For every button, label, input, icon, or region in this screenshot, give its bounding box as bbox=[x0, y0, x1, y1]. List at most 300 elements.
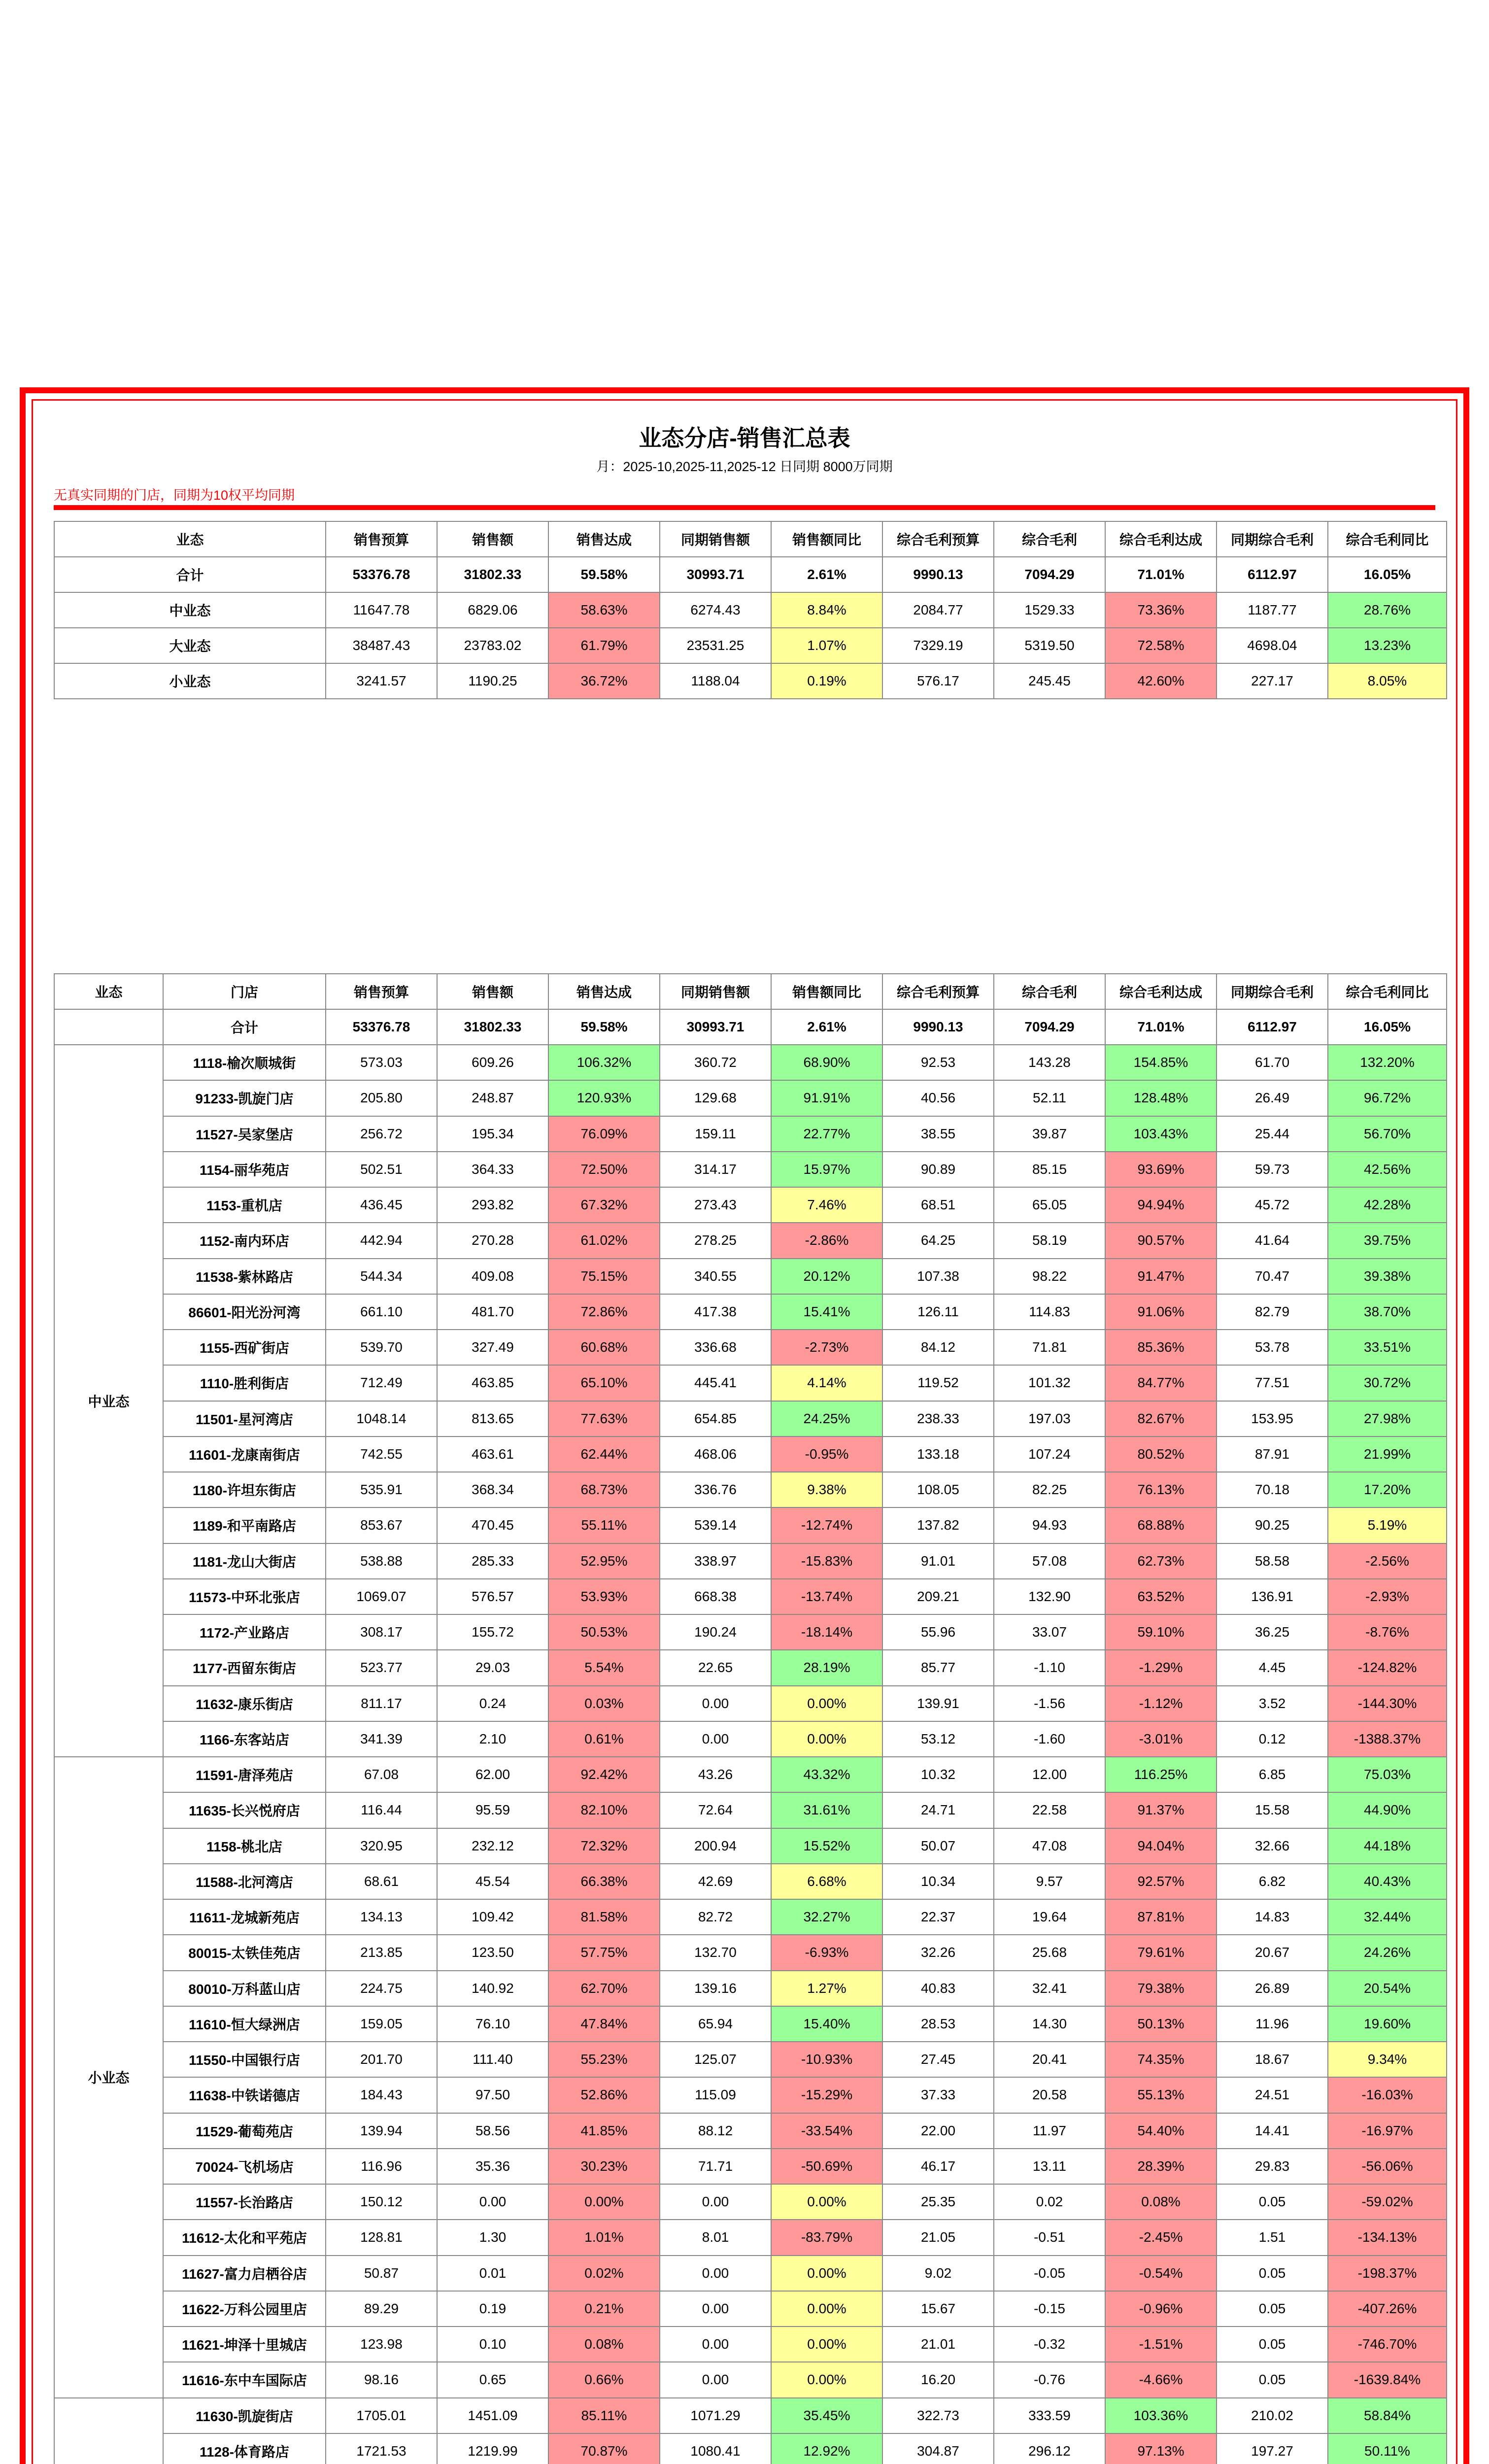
summary-value-cell: 2084.77 bbox=[882, 592, 994, 628]
store-value-cell: 44.90% bbox=[1328, 1792, 1447, 1828]
detail-total-cell: 53376.78 bbox=[326, 1009, 437, 1045]
store-value-cell: 0.05 bbox=[1217, 2291, 1328, 2327]
store-value-cell: 50.87 bbox=[326, 2256, 437, 2291]
store-value-cell: 84.12 bbox=[882, 1330, 994, 1365]
store-value-cell: -1639.84% bbox=[1328, 2362, 1447, 2397]
store-value-cell: 0.00 bbox=[660, 2184, 771, 2220]
store-value-cell: 481.70 bbox=[437, 1294, 548, 1330]
store-value-cell: 20.67 bbox=[1217, 1935, 1328, 1970]
format-group-label bbox=[54, 2398, 163, 2464]
store-value-cell: 4.45 bbox=[1217, 1650, 1328, 1685]
store-value-cell: 270.28 bbox=[437, 1223, 548, 1258]
store-value-cell: 62.00 bbox=[437, 1757, 548, 1792]
detail-header-cell: 销售额同比 bbox=[771, 974, 882, 1009]
store-value-cell: -1.10 bbox=[994, 1650, 1105, 1685]
store-value-cell: 91.01 bbox=[882, 1543, 994, 1579]
store-value-cell: 65.94 bbox=[660, 2006, 771, 2042]
store-value-cell: 22.77% bbox=[771, 1116, 882, 1152]
summary-value-cell: 1529.33 bbox=[994, 592, 1105, 628]
store-value-cell: 71.71 bbox=[660, 2149, 771, 2184]
store-name: 11635-长兴悦府店 bbox=[163, 1792, 326, 1828]
summary-value-cell: 7329.19 bbox=[882, 628, 994, 663]
detail-total-blank bbox=[54, 1009, 163, 1045]
store-name: 11627-富力启栖谷店 bbox=[163, 2256, 326, 2291]
store-value-cell: 40.83 bbox=[882, 1971, 994, 2006]
store-value-cell: 50.07 bbox=[882, 1828, 994, 1864]
store-row bbox=[54, 1899, 1447, 1935]
summary-value-cell: 6829.06 bbox=[437, 592, 548, 628]
summary-value-cell: 1.07% bbox=[771, 628, 882, 663]
store-row bbox=[54, 1757, 1447, 1792]
store-name: 11557-长治路店 bbox=[163, 2184, 326, 2220]
store-value-cell: 159.11 bbox=[660, 1116, 771, 1152]
store-value-cell: -1.12% bbox=[1105, 1686, 1217, 1721]
store-value-cell: 107.24 bbox=[994, 1437, 1105, 1472]
store-value-cell: 61.70 bbox=[1217, 1045, 1328, 1080]
store-value-cell: 62.44% bbox=[548, 1437, 660, 1472]
store-value-cell: 123.98 bbox=[326, 2327, 437, 2362]
store-row bbox=[54, 1543, 1447, 1579]
store-value-cell: -8.76% bbox=[1328, 1614, 1447, 1650]
store-value-cell: 57.08 bbox=[994, 1543, 1105, 1579]
store-value-cell: -33.54% bbox=[771, 2113, 882, 2149]
summary-value-cell: 23783.02 bbox=[437, 628, 548, 663]
store-value-cell: 30.23% bbox=[548, 2149, 660, 2184]
store-value-cell: 114.83 bbox=[994, 1294, 1105, 1330]
store-value-cell: 338.97 bbox=[660, 1543, 771, 1579]
store-value-cell: 32.66 bbox=[1217, 1828, 1328, 1864]
detail-header-cell: 销售预算 bbox=[326, 974, 437, 1009]
store-value-cell: 14.83 bbox=[1217, 1899, 1328, 1935]
store-value-cell: 12.92% bbox=[771, 2433, 882, 2464]
store-value-cell: 285.33 bbox=[437, 1543, 548, 1579]
store-value-cell: 116.96 bbox=[326, 2149, 437, 2184]
store-value-cell: 67.08 bbox=[326, 1757, 437, 1792]
store-value-cell: -0.05 bbox=[994, 2256, 1105, 2291]
store-value-cell: 1071.29 bbox=[660, 2398, 771, 2433]
store-value-cell: 85.36% bbox=[1105, 1330, 1217, 1365]
store-value-cell: 0.00% bbox=[771, 2291, 882, 2327]
store-name: 11630-凯旋街店 bbox=[163, 2398, 326, 2433]
store-row bbox=[54, 1507, 1447, 1543]
store-value-cell: 654.85 bbox=[660, 1401, 771, 1437]
store-value-cell: 6.85 bbox=[1217, 1757, 1328, 1792]
store-value-cell: 137.82 bbox=[882, 1507, 994, 1543]
store-value-cell: -0.51 bbox=[994, 2220, 1105, 2255]
store-value-cell: 96.72% bbox=[1328, 1080, 1447, 1116]
store-value-cell: 0.21% bbox=[548, 2291, 660, 2327]
store-value-cell: 22.00 bbox=[882, 2113, 994, 2149]
store-value-cell: 70.18 bbox=[1217, 1472, 1328, 1507]
store-value-cell: 9.02 bbox=[882, 2256, 994, 2291]
store-value-cell: 115.09 bbox=[660, 2077, 771, 2113]
store-name: 11632-康乐街店 bbox=[163, 1686, 326, 1721]
store-value-cell: -0.54% bbox=[1105, 2256, 1217, 2291]
store-value-cell: 153.95 bbox=[1217, 1401, 1328, 1437]
store-value-cell: 68.61 bbox=[326, 1864, 437, 1899]
store-value-cell: 74.35% bbox=[1105, 2042, 1217, 2077]
store-name: 1155-西矿街店 bbox=[163, 1330, 326, 1365]
store-value-cell: 39.75% bbox=[1328, 1223, 1447, 1258]
summary-header-cell: 同期综合毛利 bbox=[1217, 521, 1328, 557]
summary-value-cell: 58.63% bbox=[548, 592, 660, 628]
store-value-cell: 36.25 bbox=[1217, 1614, 1328, 1650]
store-value-cell: 88.12 bbox=[660, 2113, 771, 2149]
store-name: 11601-龙康南街店 bbox=[163, 1437, 326, 1472]
store-row bbox=[54, 1971, 1447, 2006]
store-value-cell: 136.91 bbox=[1217, 1579, 1328, 1614]
store-name: 11588-北河湾店 bbox=[163, 1864, 326, 1899]
store-name: 1110-胜利街店 bbox=[163, 1365, 326, 1401]
store-value-cell: 57.75% bbox=[548, 1935, 660, 1970]
store-name: 80015-太铁佳苑店 bbox=[163, 1935, 326, 1970]
store-value-cell: 0.10 bbox=[437, 2327, 548, 2362]
store-value-cell: -16.97% bbox=[1328, 2113, 1447, 2149]
store-value-cell: 30.72% bbox=[1328, 1365, 1447, 1401]
store-value-cell: 46.17 bbox=[882, 2149, 994, 2184]
detail-total-cell: 6112.97 bbox=[1217, 1009, 1328, 1045]
summary-value-cell: 11647.78 bbox=[326, 592, 437, 628]
store-value-cell: 28.39% bbox=[1105, 2149, 1217, 2184]
store-value-cell: 79.38% bbox=[1105, 1971, 1217, 2006]
store-name: 91233-凯旋门店 bbox=[163, 1080, 326, 1116]
summary-value-cell: 8.05% bbox=[1328, 663, 1447, 699]
store-value-cell: 82.25 bbox=[994, 1472, 1105, 1507]
store-value-cell: 58.84% bbox=[1328, 2398, 1447, 2433]
store-value-cell: -56.06% bbox=[1328, 2149, 1447, 2184]
store-name: 1172-产业路店 bbox=[163, 1614, 326, 1650]
report-title: 业态分店-销售汇总表 bbox=[639, 425, 850, 451]
store-name: 11638-中铁诺德店 bbox=[163, 2077, 326, 2113]
store-value-cell: 9.57 bbox=[994, 1864, 1105, 1899]
store-row bbox=[54, 1472, 1447, 1507]
store-value-cell: 15.58 bbox=[1217, 1792, 1328, 1828]
summary-header-cell: 销售额同比 bbox=[771, 521, 882, 557]
store-value-cell: 50.53% bbox=[548, 1614, 660, 1650]
store-value-cell: 0.00% bbox=[771, 2256, 882, 2291]
summary-value-cell: 42.60% bbox=[1105, 663, 1217, 699]
store-value-cell: 813.65 bbox=[437, 1401, 548, 1437]
store-value-cell: 65.05 bbox=[994, 1187, 1105, 1223]
store-value-cell: 364.33 bbox=[437, 1152, 548, 1187]
store-value-cell: 60.68% bbox=[548, 1330, 660, 1365]
detail-total-cell: 2.61% bbox=[771, 1009, 882, 1045]
store-value-cell: 368.34 bbox=[437, 1472, 548, 1507]
store-value-cell: 65.10% bbox=[548, 1365, 660, 1401]
store-value-cell: 128.48% bbox=[1105, 1080, 1217, 1116]
store-row bbox=[54, 1579, 1447, 1614]
store-value-cell: 91.37% bbox=[1105, 1792, 1217, 1828]
store-value-cell: 108.05 bbox=[882, 1472, 994, 1507]
store-value-cell: 92.57% bbox=[1105, 1864, 1217, 1899]
store-value-cell: 72.86% bbox=[548, 1294, 660, 1330]
store-name: 11591-唐泽苑店 bbox=[163, 1757, 326, 1792]
summary-header-cell: 销售额 bbox=[437, 521, 548, 557]
store-value-cell: 544.34 bbox=[326, 1259, 437, 1294]
detail-header-cell: 业态 bbox=[54, 974, 163, 1009]
store-value-cell: 75.03% bbox=[1328, 1757, 1447, 1792]
store-value-cell: 523.77 bbox=[326, 1650, 437, 1685]
store-name: 11616-东中车国际店 bbox=[163, 2362, 326, 2397]
summary-header-row bbox=[54, 521, 1447, 557]
store-value-cell: 14.30 bbox=[994, 2006, 1105, 2042]
store-value-cell: 712.49 bbox=[326, 1365, 437, 1401]
store-value-cell: -1.51% bbox=[1105, 2327, 1217, 2362]
store-value-cell: 1.27% bbox=[771, 1971, 882, 2006]
store-name: 11501-星河湾店 bbox=[163, 1401, 326, 1437]
store-row bbox=[54, 1080, 1447, 1116]
store-value-cell: 29.83 bbox=[1217, 2149, 1328, 2184]
store-value-cell: 5.54% bbox=[548, 1650, 660, 1685]
store-value-cell: 0.08% bbox=[1105, 2184, 1217, 2220]
store-value-cell: 39.38% bbox=[1328, 1259, 1447, 1294]
store-value-cell: 16.20 bbox=[882, 2362, 994, 2397]
store-value-cell: 39.87 bbox=[994, 1116, 1105, 1152]
summary-value-cell: 245.45 bbox=[994, 663, 1105, 699]
store-value-cell: 68.51 bbox=[882, 1187, 994, 1223]
store-value-cell: 14.41 bbox=[1217, 2113, 1328, 2149]
summary-header-cell: 综合毛利达成 bbox=[1105, 521, 1217, 557]
store-row bbox=[54, 2362, 1447, 2397]
store-value-cell: 126.11 bbox=[882, 1294, 994, 1330]
detail-total-cell: 31802.33 bbox=[437, 1009, 548, 1045]
store-value-cell: 304.87 bbox=[882, 2433, 994, 2464]
store-value-cell: 52.95% bbox=[548, 1543, 660, 1579]
store-value-cell: 0.00 bbox=[660, 2256, 771, 2291]
store-row bbox=[54, 2042, 1447, 2077]
store-value-cell: 0.00 bbox=[660, 1686, 771, 1721]
detail-total-cell: 合计 bbox=[163, 1009, 326, 1045]
store-value-cell: -12.74% bbox=[771, 1507, 882, 1543]
store-value-cell: 0.00% bbox=[771, 2184, 882, 2220]
store-value-cell: 90.57% bbox=[1105, 1223, 1217, 1258]
store-row bbox=[54, 2149, 1447, 2184]
store-value-cell: 55.11% bbox=[548, 1507, 660, 1543]
store-value-cell: 463.85 bbox=[437, 1365, 548, 1401]
store-value-cell: 129.68 bbox=[660, 1080, 771, 1116]
store-value-cell: 22.65 bbox=[660, 1650, 771, 1685]
store-value-cell: 6.68% bbox=[771, 1864, 882, 1899]
summary-value-cell: 0.19% bbox=[771, 663, 882, 699]
store-value-cell: 0.00% bbox=[548, 2184, 660, 2220]
store-name: 11612-太化和平苑店 bbox=[163, 2220, 326, 2255]
detail-total-cell: 59.58% bbox=[548, 1009, 660, 1045]
store-value-cell: 106.32% bbox=[548, 1045, 660, 1080]
store-value-cell: 1069.07 bbox=[326, 1579, 437, 1614]
store-value-cell: 50.13% bbox=[1105, 2006, 1217, 2042]
format-name: 小业态 bbox=[54, 663, 326, 699]
summary-value-cell: 23531.25 bbox=[660, 628, 771, 663]
store-row bbox=[54, 1686, 1447, 1721]
store-name: 1118-榆次顺城街 bbox=[163, 1045, 326, 1080]
store-value-cell: 19.64 bbox=[994, 1899, 1105, 1935]
store-value-cell: 853.67 bbox=[326, 1507, 437, 1543]
store-value-cell: 308.17 bbox=[326, 1614, 437, 1650]
store-value-cell: 20.58 bbox=[994, 2077, 1105, 2113]
store-value-cell: -16.03% bbox=[1328, 2077, 1447, 2113]
store-value-cell: 77.51 bbox=[1217, 1365, 1328, 1401]
summary-header-cell: 业态 bbox=[54, 521, 326, 557]
summary-header-cell: 综合毛利同比 bbox=[1328, 521, 1447, 557]
store-value-cell: 58.58 bbox=[1217, 1543, 1328, 1579]
store-value-cell: 64.25 bbox=[882, 1223, 994, 1258]
store-value-cell: 25.35 bbox=[882, 2184, 994, 2220]
detail-header-cell: 综合毛利预算 bbox=[882, 974, 994, 1009]
store-value-cell: 0.00% bbox=[771, 1721, 882, 1757]
store-row bbox=[54, 2256, 1447, 2291]
store-value-cell: 0.66% bbox=[548, 2362, 660, 2397]
store-value-cell: 24.51 bbox=[1217, 2077, 1328, 2113]
store-value-cell: -1388.37% bbox=[1328, 1721, 1447, 1757]
store-value-cell: 195.34 bbox=[437, 1116, 548, 1152]
store-value-cell: -2.86% bbox=[771, 1223, 882, 1258]
store-value-cell: 41.64 bbox=[1217, 1223, 1328, 1258]
store-value-cell: 470.45 bbox=[437, 1507, 548, 1543]
store-value-cell: 59.73 bbox=[1217, 1152, 1328, 1187]
store-value-cell: 98.16 bbox=[326, 2362, 437, 2397]
store-value-cell: 70.47 bbox=[1217, 1259, 1328, 1294]
summary-value-cell: 13.23% bbox=[1328, 628, 1447, 663]
store-row bbox=[54, 1935, 1447, 1970]
store-value-cell: 133.18 bbox=[882, 1437, 994, 1472]
summary-value-cell: 6274.43 bbox=[660, 592, 771, 628]
store-value-cell: 53.12 bbox=[882, 1721, 994, 1757]
store-value-cell: -3.01% bbox=[1105, 1721, 1217, 1757]
store-value-cell: 1705.01 bbox=[326, 2398, 437, 2433]
summary-total-cell: 2.61% bbox=[771, 557, 882, 592]
detail-header-cell: 销售额 bbox=[437, 974, 548, 1009]
store-value-cell: 87.91 bbox=[1217, 1437, 1328, 1472]
store-value-cell: 8.01 bbox=[660, 2220, 771, 2255]
store-value-cell: 17.20% bbox=[1328, 1472, 1447, 1507]
store-value-cell: 1048.14 bbox=[326, 1401, 437, 1437]
store-value-cell: 45.54 bbox=[437, 1864, 548, 1899]
store-value-cell: 442.94 bbox=[326, 1223, 437, 1258]
summary-value-cell: 61.79% bbox=[548, 628, 660, 663]
store-row bbox=[54, 2113, 1447, 2149]
summary-value-cell: 4698.04 bbox=[1217, 628, 1328, 663]
store-row bbox=[54, 1116, 1447, 1152]
store-value-cell: 25.44 bbox=[1217, 1116, 1328, 1152]
store-name: 11527-吴家堡店 bbox=[163, 1116, 326, 1152]
store-value-cell: -746.70% bbox=[1328, 2327, 1447, 2362]
store-value-cell: 409.08 bbox=[437, 1259, 548, 1294]
store-value-cell: 35.36 bbox=[437, 2149, 548, 2184]
summary-total-cell: 16.05% bbox=[1328, 557, 1447, 592]
store-name: 1166-东客站店 bbox=[163, 1721, 326, 1757]
store-value-cell: 38.70% bbox=[1328, 1294, 1447, 1330]
store-value-cell: 0.01 bbox=[437, 2256, 548, 2291]
store-value-cell: 468.06 bbox=[660, 1437, 771, 1472]
store-value-cell: 184.43 bbox=[326, 2077, 437, 2113]
store-value-cell: -2.56% bbox=[1328, 1543, 1447, 1579]
store-value-cell: 44.18% bbox=[1328, 1828, 1447, 1864]
store-value-cell: 28.19% bbox=[771, 1650, 882, 1685]
detail-header-cell: 门店 bbox=[163, 974, 326, 1009]
store-value-cell: 132.20% bbox=[1328, 1045, 1447, 1080]
store-value-cell: 85.11% bbox=[548, 2398, 660, 2433]
summary-header-cell: 综合毛利预算 bbox=[882, 521, 994, 557]
summary-value-cell: 227.17 bbox=[1217, 663, 1328, 699]
report-subtitle: 月：2025-10,2025-11,2025-12 日同期 8000万同期 bbox=[596, 459, 893, 474]
store-value-cell: 539.70 bbox=[326, 1330, 437, 1365]
store-row bbox=[54, 2398, 1447, 2433]
store-value-cell: 238.33 bbox=[882, 1401, 994, 1437]
store-value-cell: 87.81% bbox=[1105, 1899, 1217, 1935]
store-value-cell: 197.27 bbox=[1217, 2433, 1328, 2464]
store-value-cell: 20.54% bbox=[1328, 1971, 1447, 2006]
store-value-cell: 155.72 bbox=[437, 1614, 548, 1650]
detail-total-cell: 9990.13 bbox=[882, 1009, 994, 1045]
store-value-cell: -407.26% bbox=[1328, 2291, 1447, 2327]
store-value-cell: 0.00% bbox=[771, 2362, 882, 2397]
format-group-label: 小业态 bbox=[54, 1757, 163, 2398]
store-value-cell: 10.34 bbox=[882, 1864, 994, 1899]
store-value-cell: 54.40% bbox=[1105, 2113, 1217, 2149]
summary-value-cell: 72.58% bbox=[1105, 628, 1217, 663]
store-value-cell: 248.87 bbox=[437, 1080, 548, 1116]
store-value-cell: 20.41 bbox=[994, 2042, 1105, 2077]
store-row bbox=[54, 1864, 1447, 1899]
store-value-cell: 120.93% bbox=[548, 1080, 660, 1116]
store-value-cell: 360.72 bbox=[660, 1045, 771, 1080]
store-value-cell: 94.94% bbox=[1105, 1187, 1217, 1223]
store-value-cell: 139.16 bbox=[660, 1971, 771, 2006]
summary-value-cell: 73.36% bbox=[1105, 592, 1217, 628]
summary-value-cell: 36.72% bbox=[548, 663, 660, 699]
detail-header-cell: 销售达成 bbox=[548, 974, 660, 1009]
store-name: 11550-中国银行店 bbox=[163, 2042, 326, 2077]
store-name: 11621-坤泽十里城店 bbox=[163, 2327, 326, 2362]
detail-total-cell: 7094.29 bbox=[994, 1009, 1105, 1045]
store-value-cell: 68.90% bbox=[771, 1045, 882, 1080]
store-value-cell: 66.38% bbox=[548, 1864, 660, 1899]
store-value-cell: 502.51 bbox=[326, 1152, 437, 1187]
store-value-cell: -0.76 bbox=[994, 2362, 1105, 2397]
store-row bbox=[54, 2184, 1447, 2220]
store-value-cell: 463.61 bbox=[437, 1437, 548, 1472]
store-row bbox=[54, 1828, 1447, 1864]
store-value-cell: 0.05 bbox=[1217, 2184, 1328, 2220]
store-value-cell: 12.00 bbox=[994, 1757, 1105, 1792]
store-name: 86601-阳光汾河湾 bbox=[163, 1294, 326, 1330]
store-value-cell: 134.13 bbox=[326, 1899, 437, 1935]
store-value-cell: 56.70% bbox=[1328, 1116, 1447, 1152]
store-value-cell: 0.08% bbox=[548, 2327, 660, 2362]
store-value-cell: 576.57 bbox=[437, 1579, 548, 1614]
store-value-cell: -50.69% bbox=[771, 2149, 882, 2184]
store-value-cell: 445.41 bbox=[660, 1365, 771, 1401]
store-row bbox=[54, 1187, 1447, 1223]
title-divider bbox=[54, 505, 1435, 510]
store-value-cell: -134.13% bbox=[1328, 2220, 1447, 2255]
summary-total-cell: 53376.78 bbox=[326, 557, 437, 592]
store-value-cell: 322.73 bbox=[882, 2398, 994, 2433]
summary-value-cell: 3241.57 bbox=[326, 663, 437, 699]
store-value-cell: 609.26 bbox=[437, 1045, 548, 1080]
store-value-cell: 0.05 bbox=[1217, 2362, 1328, 2397]
store-value-cell: 101.32 bbox=[994, 1365, 1105, 1401]
store-value-cell: 336.68 bbox=[660, 1330, 771, 1365]
store-row bbox=[54, 2077, 1447, 2113]
store-value-cell: 15.97% bbox=[771, 1152, 882, 1187]
store-value-cell: 742.55 bbox=[326, 1437, 437, 1472]
store-value-cell: -2.45% bbox=[1105, 2220, 1217, 2255]
store-value-cell: 90.89 bbox=[882, 1152, 994, 1187]
store-value-cell: 85.77 bbox=[882, 1650, 994, 1685]
store-value-cell: 9.34% bbox=[1328, 2042, 1447, 2077]
store-value-cell: -1.56 bbox=[994, 1686, 1105, 1721]
